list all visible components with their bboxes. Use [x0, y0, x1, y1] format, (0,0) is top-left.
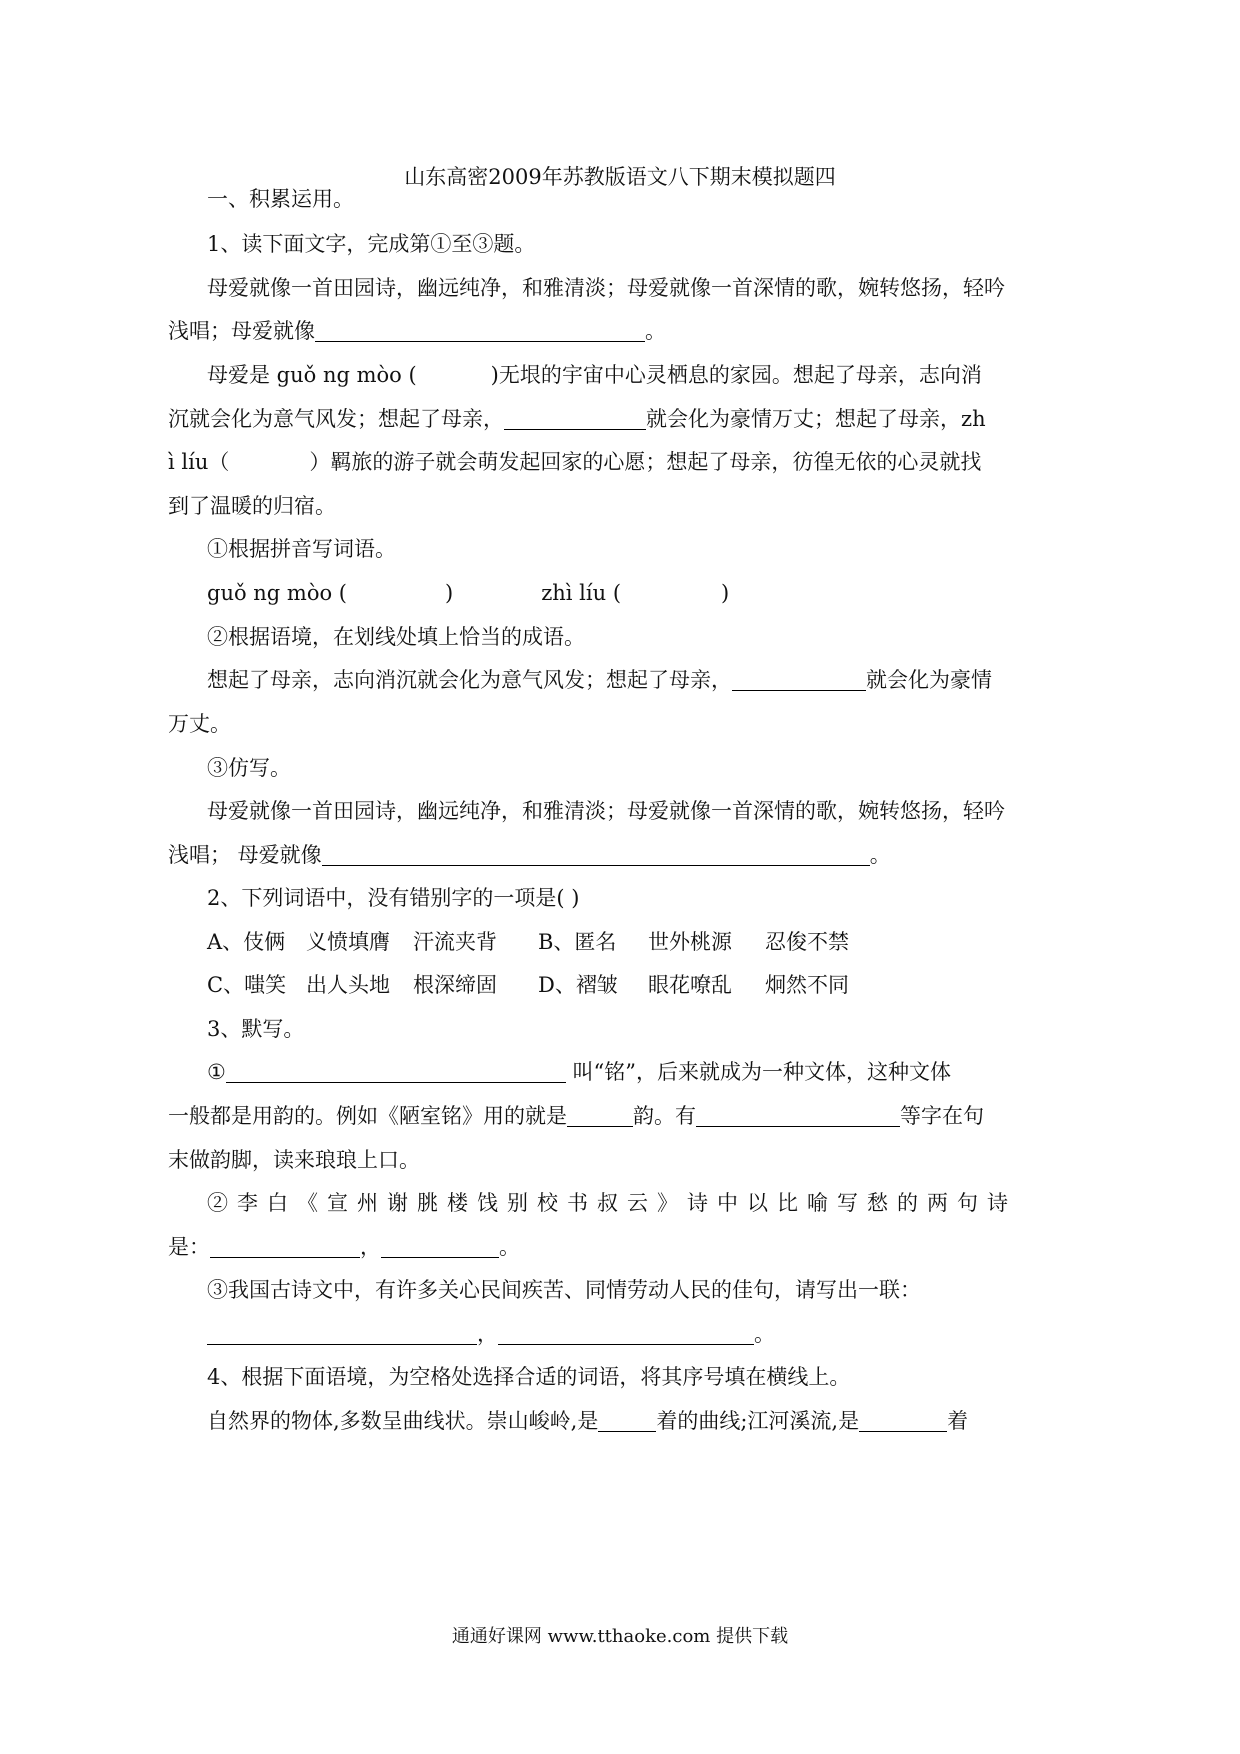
- section-heading: 一、积累运用。: [207, 187, 354, 211]
- text-segment: 。: [754, 1322, 775, 1346]
- q3-item1-line3: 末做韵脚，读来琅琅上口。: [168, 1148, 420, 1172]
- text-segment: ì líu（: [168, 450, 230, 474]
- text-segment: 一般都是用韵的。例如《陋室铭》用的就是: [168, 1104, 567, 1128]
- answer-blank[interactable]: [567, 1104, 633, 1127]
- text-segment: 韵。有: [633, 1104, 696, 1128]
- page-footer: 通通好课网 www.tthaoke.com 提供下载: [451, 1626, 789, 1647]
- q3-item1-line2: [168, 1101, 984, 1131]
- q1-sub2-heading: ②根据语境，在划线处填上恰当的成语。: [207, 625, 585, 649]
- q1-paragraph2-line3: [168, 447, 981, 477]
- q3-item3-line1: ③我国古诗文中，有许多关心民间疾苦、同情劳动人民的佳句，请写出一联：: [207, 1278, 921, 1302]
- q1-sub3-line2: [168, 840, 891, 870]
- q3-item3-line2: [207, 1319, 775, 1349]
- q1-paragraph2-line1: [207, 360, 982, 390]
- q2-options-row-2: [207, 970, 849, 1000]
- text-segment: ): [445, 581, 454, 605]
- text-segment: 。: [499, 1235, 520, 1259]
- text-segment: ①: [207, 1060, 226, 1084]
- option-text: 义愤填膺: [306, 930, 390, 954]
- text-segment: zhì líu (: [541, 581, 622, 605]
- text-segment: 是：: [168, 1235, 210, 1259]
- text-segment: 浅唱；母爱就像: [168, 319, 315, 343]
- q2-options-row-1: [207, 927, 849, 957]
- text-segment: 。: [645, 319, 666, 343]
- q4-line1: [207, 1406, 968, 1436]
- option-text: A、伎俩: [207, 930, 286, 954]
- option-text: B、匿名: [538, 930, 617, 954]
- q1-sub2-line2: 万丈。: [168, 712, 231, 736]
- text-segment: 就会化为豪情万丈；想起了母亲，zh: [646, 407, 986, 431]
- text-segment: 着: [947, 1409, 969, 1433]
- q2-stem: 2、下列词语中，没有错别字的一项是( ): [207, 886, 580, 910]
- text-segment: ，: [360, 1235, 381, 1259]
- text-segment: 就会化为豪情: [866, 668, 992, 692]
- answer-blank[interactable]: [210, 1235, 360, 1258]
- q1-sub1-heading: ①根据拼音写词语。: [207, 537, 396, 561]
- text-segment: ): [721, 581, 730, 605]
- q1-paragraph2-line2: [168, 404, 986, 434]
- text-segment: 叫“铭”，后来就成为一种文体，这种文体: [565, 1060, 951, 1084]
- q3-stem: 3、默写。: [207, 1017, 305, 1041]
- q3-item2-line2: [168, 1232, 520, 1262]
- option-text: 世外桃源: [648, 930, 732, 954]
- text-segment: 浅唱； 母爱就像: [168, 843, 322, 867]
- q1-intro: 1、读下面文字，完成第①至③题。: [207, 232, 536, 256]
- answer-blank[interactable]: [598, 1409, 656, 1432]
- answer-blank[interactable]: [859, 1409, 947, 1432]
- text-segment: ）羁旅的游子就会萌发起回家的心愿；想起了母亲，彷徨无依的心灵就找: [309, 450, 982, 474]
- option-text: 忍俊不禁: [765, 930, 849, 954]
- q1-paragraph1-line1: 母爱就像一首田园诗，幽远纯净，和雅清淡；母爱就像一首深情的歌，婉转悠扬，轻吟: [207, 276, 1005, 300]
- answer-blank[interactable]: [732, 668, 866, 691]
- text-segment: ，: [477, 1322, 498, 1346]
- q1-sub2-line1: [207, 665, 992, 695]
- text-segment: )无垠的宇宙中心灵栖息的家园。想起了母亲，志向消: [490, 363, 982, 387]
- option-text: 炯然不同: [765, 973, 849, 997]
- answer-blank[interactable]: [504, 407, 646, 430]
- answer-blank[interactable]: [207, 1322, 477, 1345]
- text-segment: 想起了母亲，志向消沉就会化为意气风发；想起了母亲，: [207, 668, 732, 692]
- option-text: 汗流夹背: [413, 930, 497, 954]
- option-text: 根深缔固: [413, 973, 497, 997]
- text-segment: 自然界的物体,多数呈曲线状。崇山峻岭,是: [207, 1409, 599, 1433]
- q3-item1-line1: [207, 1057, 951, 1087]
- q1-paragraph2-line4: 到了温暖的归宿。: [168, 494, 336, 518]
- text-segment: 母爱是 guǒ ng mòo (: [207, 363, 417, 387]
- q4-stem: 4、根据下面语境，为空格处选择合适的词语，将其序号填在横线上。: [207, 1365, 851, 1389]
- answer-blank[interactable]: [381, 1235, 499, 1258]
- q1-paragraph1-line2: [168, 316, 666, 346]
- page-title: 山东高密2009年苏教版语文八下期末模拟题四: [404, 165, 836, 189]
- text-segment: guǒ ng mòo (: [207, 581, 347, 605]
- text-segment: 。: [869, 843, 891, 867]
- q1-sub3-heading: ③仿写。: [207, 756, 291, 780]
- text-segment: 等字在句: [900, 1104, 984, 1128]
- answer-blank[interactable]: [322, 843, 870, 866]
- q1-sub3-line1: 母爱就像一首田园诗，幽远纯净，和雅清淡；母爱就像一首深情的歌，婉转悠扬，轻吟: [207, 799, 1005, 823]
- text-segment: 着的曲线;江河溪流,是: [656, 1409, 860, 1433]
- q3-item2-line1: ②李白《宣州谢朓楼饯别校书叔云》诗中以比喻写愁的两句诗: [207, 1191, 1017, 1215]
- q1-sub1-pinyin-row: [207, 578, 729, 608]
- text-segment: 沉就会化为意气风发；想起了母亲，: [168, 407, 504, 431]
- answer-blank[interactable]: [498, 1322, 754, 1345]
- option-text: C、嗤笑: [207, 973, 287, 997]
- answer-blank[interactable]: [696, 1104, 900, 1127]
- option-text: D、褶皱: [538, 973, 618, 997]
- option-text: 眼花嘹乱: [648, 973, 732, 997]
- answer-blank[interactable]: [315, 319, 645, 342]
- option-text: 出人头地: [306, 973, 390, 997]
- answer-blank[interactable]: [226, 1060, 566, 1083]
